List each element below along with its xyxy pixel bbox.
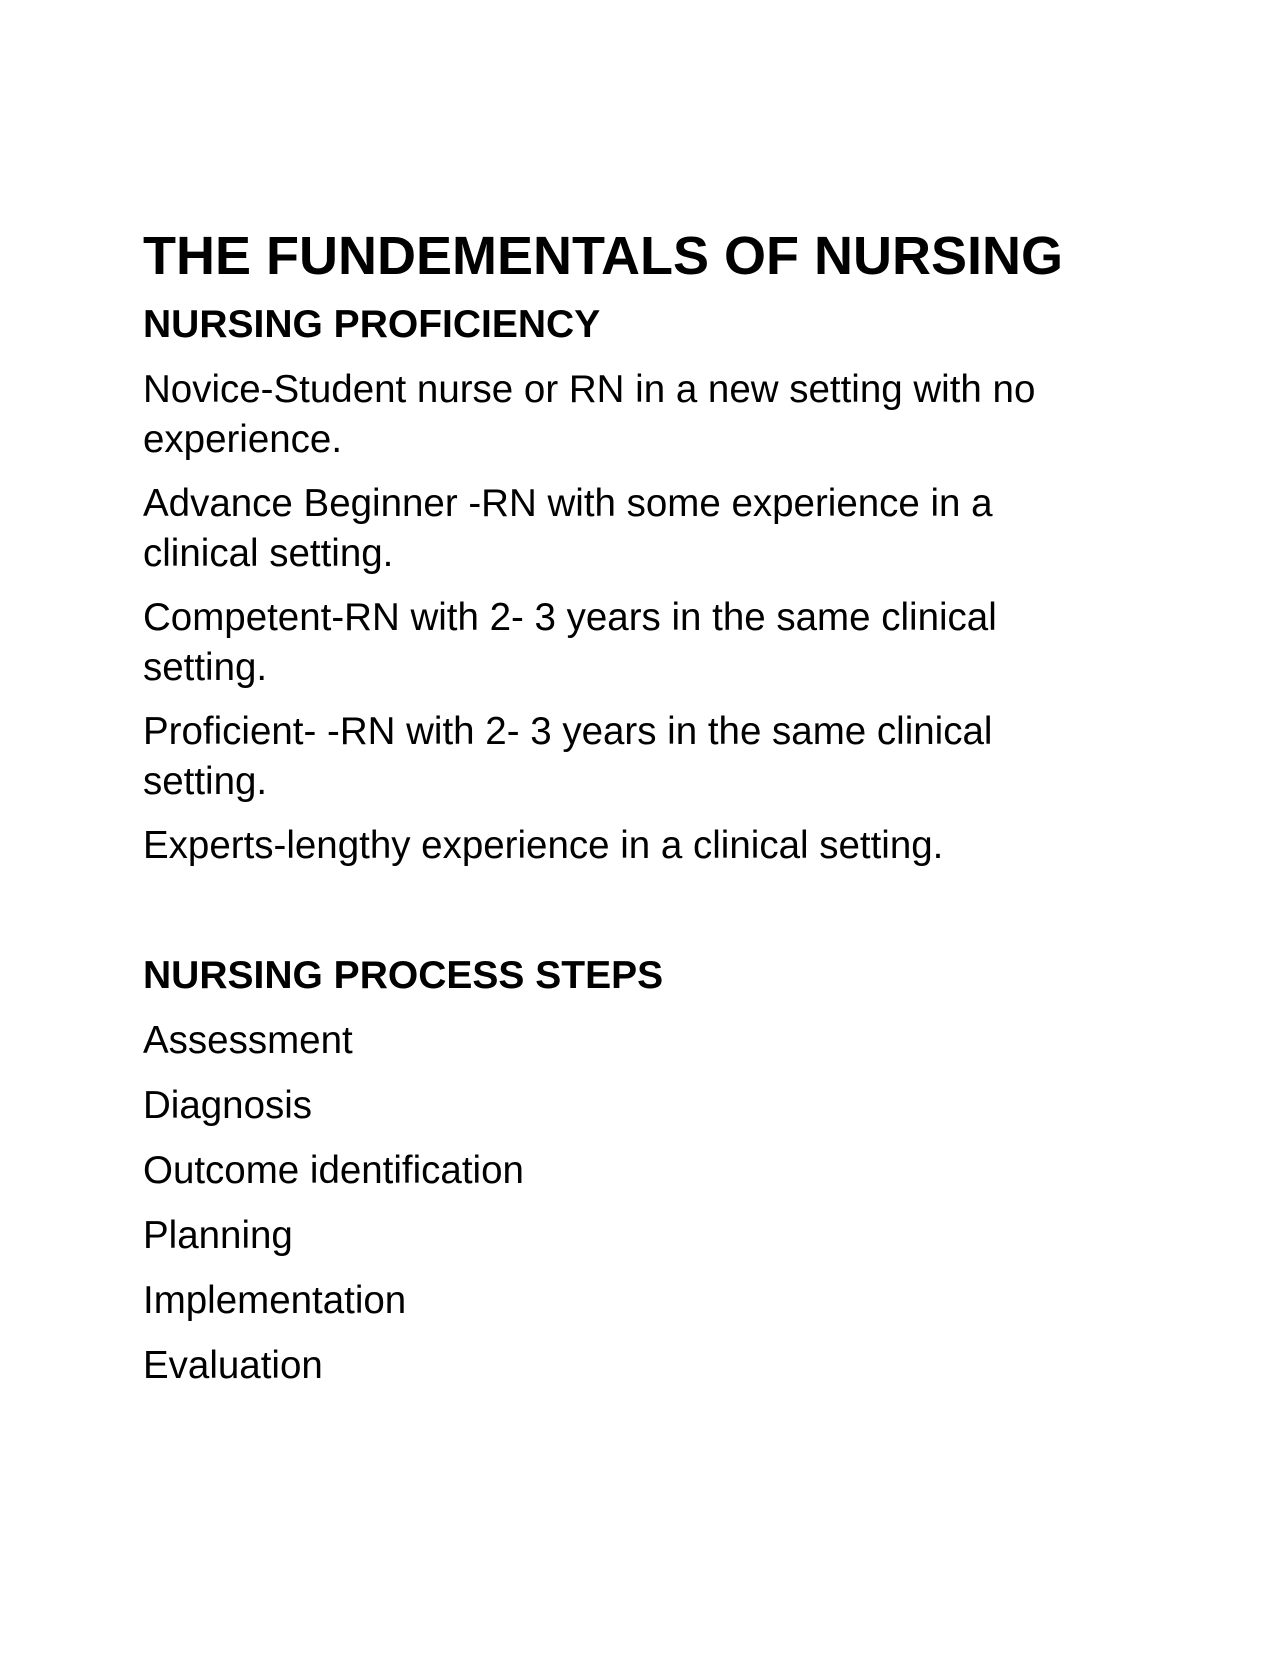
process-step-outcome-identification: Outcome identification xyxy=(143,1149,524,1192)
section-heading-process-steps: NURSING PROCESS STEPS xyxy=(143,954,664,997)
section-heading-proficiency: NURSING PROFICIENCY xyxy=(143,303,601,346)
process-step-implementation: Implementation xyxy=(143,1279,407,1322)
document-title: THE FUNDEMENTALS OF NURSING xyxy=(143,226,1063,286)
proficiency-novice: Novice-Student nurse or RN in a new setting with no experience. xyxy=(143,368,1036,461)
process-step-evaluation: Evaluation xyxy=(143,1344,323,1387)
process-step-planning: Planning xyxy=(143,1214,293,1257)
proficiency-advance-beginner: Advance Beginner -RN with some experience in a clinical setting. xyxy=(143,482,993,575)
process-step-diagnosis: Diagnosis xyxy=(143,1084,313,1127)
proficiency-competent: Competent-RN with 2- 3 years in the same clinical setting. xyxy=(143,596,997,689)
proficiency-proficient: Proficient- -RN with 2- 3 years in the same clinical setting. xyxy=(143,710,993,803)
proficiency-expert: Experts-lengthy experience in a clinical setting. xyxy=(143,824,944,867)
process-step-assessment: Assessment xyxy=(143,1019,353,1062)
